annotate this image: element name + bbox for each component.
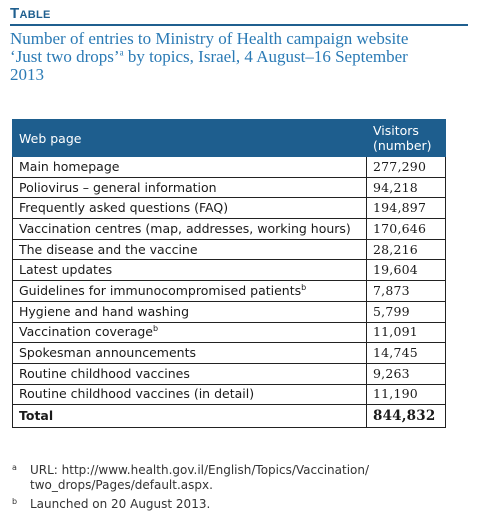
caption-footnote-mark: a <box>119 47 124 58</box>
row-visitors: 170,646 <box>367 219 446 240</box>
row-page-label <box>13 219 367 240</box>
caption-line-1: Number of entries to Ministry of Health campaign website <box>10 29 409 48</box>
page-name: The disease and the vaccine <box>19 241 198 257</box>
header-web-page: Web page <box>13 120 367 157</box>
table-row <box>13 301 446 322</box>
page-name: Routine childhood vaccines <box>19 365 190 381</box>
row-visitors: 194,897 <box>367 198 446 219</box>
row-visitors: 94,218 <box>367 177 446 198</box>
caption-line-3: 2013 <box>10 65 44 84</box>
table-heading: Table <box>10 5 51 22</box>
page-name: Latest updates <box>19 262 113 278</box>
entries-table <box>12 119 446 428</box>
caption-line-2 <box>10 48 468 66</box>
row-visitors: 14,745 <box>367 343 446 364</box>
total-label: Total <box>13 405 367 428</box>
header-visitors <box>367 120 446 157</box>
footnote-b-mark: b <box>12 497 18 506</box>
row-page-label <box>13 384 367 405</box>
row-visitors: 5,799 <box>367 301 446 322</box>
page-name: Vaccination coverage <box>19 324 153 340</box>
footnote-a-line-1: URL: http://www.health.gov.il/English/Topics/Vaccination/ <box>30 463 370 477</box>
row-page-label <box>13 260 367 281</box>
page-name: Guidelines for immunocompromised patients <box>19 282 302 298</box>
table-row <box>13 260 446 281</box>
caption-site-name: ‘Just two drops’ <box>10 47 120 66</box>
row-page-label <box>13 239 367 260</box>
row-page-label <box>13 198 367 219</box>
caption-line-2-rest: by topics, Israel, 4 August–16 September <box>123 47 408 66</box>
page-name: Spokesman announcements <box>19 345 197 361</box>
table-row <box>13 157 446 178</box>
page-name: Main homepage <box>19 158 120 174</box>
table-row <box>13 343 446 364</box>
table-row <box>13 384 446 405</box>
footnotes <box>12 463 452 516</box>
row-visitors: 11,091 <box>367 322 446 343</box>
footnote-mark: b <box>153 324 159 334</box>
row-page-label <box>13 281 367 302</box>
table-row <box>13 281 446 302</box>
page-name: Poliovirus – general information <box>19 179 217 195</box>
table-row <box>13 198 446 219</box>
footnote-mark: b <box>301 282 307 292</box>
header-visitors-line-2: (number) <box>373 138 432 153</box>
row-visitors: 9,263 <box>367 363 446 384</box>
row-page-label <box>13 157 367 178</box>
row-visitors: 11,190 <box>367 384 446 405</box>
row-visitors: 277,290 <box>367 157 446 178</box>
footnote-a-mark: a <box>12 463 17 472</box>
table-row <box>13 363 446 384</box>
table-header-row <box>13 120 446 157</box>
total-visitors: 844,832 <box>367 405 446 428</box>
table-row <box>13 219 446 240</box>
row-page-label <box>13 322 367 343</box>
footnote-b-line-1: Launched on 20 August 2013. <box>30 497 211 511</box>
page-name: Routine childhood vaccines (in detail) <box>19 386 255 402</box>
row-visitors: 28,216 <box>367 239 446 260</box>
page-name: Vaccination centres (map, addresses, working hours) <box>19 220 351 236</box>
row-page-label <box>13 301 367 322</box>
row-visitors: 19,604 <box>367 260 446 281</box>
row-page-label <box>13 363 367 384</box>
footnote-b <box>12 497 452 512</box>
table-total-row <box>13 405 446 428</box>
table-row <box>13 239 446 260</box>
table-row <box>13 177 446 198</box>
row-page-label <box>13 343 367 364</box>
page-name: Hygiene and hand washing <box>19 303 190 319</box>
header-visitors-line-1: Visitors <box>373 123 419 138</box>
table-caption <box>10 30 468 84</box>
footnote-a <box>12 463 452 493</box>
table-row <box>13 322 446 343</box>
row-page-label <box>13 177 367 198</box>
page-name: Frequently asked questions (FAQ) <box>19 200 229 216</box>
heading-rule <box>10 24 468 26</box>
row-visitors: 7,873 <box>367 281 446 302</box>
footnote-a-line-2: two_drops/Pages/default.aspx. <box>30 478 213 492</box>
